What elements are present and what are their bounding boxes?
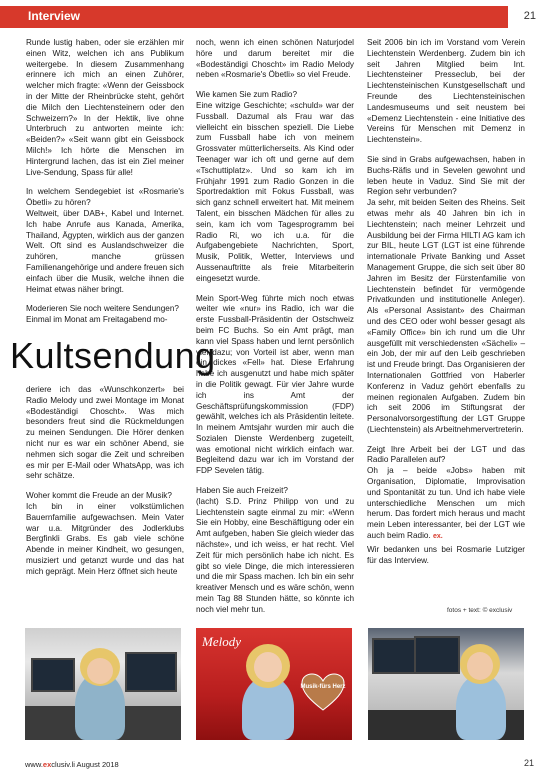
monitor-icon — [125, 652, 177, 692]
answer: Weltweit, über DAB+, Kabel und Internet. Ich habe Anrufe aus Kanada, Amerika, Thailand, Ägypten, wirklich aus der ganzen Welt. Oft sind es Auslandschweizer die zuhören, manche grüssen Familienangehörige und andere freuen sich einfach über die Musik, welche ihnen die Heimat etwas näher bringt. — [26, 208, 184, 294]
column-2 — [196, 38, 354, 625]
answer-text: Oh ja – beide «Jobs» haben mit Organisation, Diplomatie, Improvisation und Spontanität zu tun. Und ich habe viele unterschiedliche Menschen um mich herum. Das fordert mich heraus und macht mein Leben interessanter, bei der LGT wie auch beim Radio. — [367, 466, 525, 541]
photo-studio-left — [25, 628, 181, 740]
answer: Einmal im Monat am Freitagabend mo- — [26, 315, 168, 325]
footer-url-prefix: www. — [25, 760, 43, 769]
person-face — [467, 652, 493, 680]
question: Wie kamen Sie zum Radio? — [196, 90, 298, 100]
photo-strip — [25, 628, 525, 740]
answer: (lacht) S.D. Prinz Philipp von und zu Liechtenstein sagte einmal zu mir: «Wenn Sie ein Hobby, eine Beschäftigung oder ein Amt aufgeben, haben Sie gleich wieder das nächste», und ich weiss, er hat recht. Viel Zeit für mich persönlich habe ich nicht. Es gibt so viele Dinge, die mich interessieren und die mir Spass machen. Ich bin ein sehr kreativer Mensch und es wäre schön, wenn mein Tag 88 Stunden hätte, so könnte ich noch viel mehr tun. — [196, 496, 354, 614]
question: Zeigt Ihre Arbeit bei der LGT und das Radio Parallelen auf? — [367, 444, 525, 465]
monitor-icon — [414, 636, 460, 674]
end-mark: ex. — [433, 533, 443, 541]
page-header — [0, 0, 550, 30]
footer-url-rest: clusiv.li August 2018 — [51, 760, 119, 769]
heart-icon — [300, 672, 346, 712]
paragraph: Mein Sport-Weg führte mich noch etwas weiter wie «nur» ins Radio, ich war die erste Fussball-Präsidentin der Ostschweiz beim FC Buchs. So ein Amt prägt, man kann viel Spass haben und lernt persönlich viel dazu; von Vorteil ist aber, wenn man ein dickes «Fell» hat. Diese Erfahrung habe ich ausgenutzt und habe mich später in die Politik gewagt. Für vier Jahre wurde ich ins Amt der Geschäftsprüfungskommission (FDP) gewählt, welches ich als Präsidentin leitete. In meinem Amtsjahr wurden mir auch die Sozialen Dienste Werdenberg zugeteilt, was emotional nicht wirklich einfach war. Begleitend dazu war ich im Vorstand der FDP Sevelen tätig. — [196, 293, 354, 476]
pull-word: Kultsendung — [10, 335, 216, 376]
person-face — [87, 658, 113, 684]
paragraph: deriere ich das «Wunschkonzert» bei Radio Melody und zwei Montage im Monat «Bodeständigi Choscht». Was mich besonders freut sind die Rückmeldungen zu meinen Sendungen. Die Hörer denken nicht nur es war ein schöner Abend, sie nehmen sich sogar die Zeit und schreiben es mir per E-Mail oder WhatsApp, was ich sehr schätze. — [26, 385, 184, 481]
column-1-continued — [26, 385, 184, 587]
paragraph: Seit 2006 bin ich im Vorstand vom Verein Liechtenstein Werdenberg. Zudem bin ich seit Jahren Mitglied beim Int. Liechtensteiner Presseclub, bei der Liechtensteinischen Kunstgesellschaft und Freunde des Liechtensteinischen Landesmuseums und seit neustem bei «Demenz Liechtenstein - eine Initiative des Vereins für Menschen mit Demenz in Liechtenstein». — [367, 38, 525, 145]
heart-label: Musik-fürs Herz — [300, 684, 346, 690]
section-title: Interview — [28, 9, 81, 23]
person-face — [254, 652, 282, 682]
answer: Ja sehr, mit beiden Seiten des Rheins. Seit etwas mehr als 40 Jahren bin ich in Liechtenstein; nach meiner Lehrzeit und Ausbildung bei der Firma HILTI AG kam ich zur BIL, heute LGT (LGT ist eine führende internationale Private Banking und Asset Management Gruppe, die sich seit über 80 Jahren im Besitz der Fürstenfamilie von Liechtenstein befindet für vermögende Privatkunden und institutionelle Anleger). Als «Personal Assistant» des Chairman und des CEO oder wohl besser gesagt als «Family Office» bin ich rund um die Uhr ausgefüllt mit verschiedensten «Sächeli» – ein Job, der mir auf den Leib geschrieben ist und Freude bringt. Das Organisieren der Internationalen Gottfried von Haberler Konferenz in Vaduz gehört ebenfalls zu meinen regionalen Aufgaben. Zudem bin ich seit 2006 im Stiftungsrat der Personalvorsorgestiftung der LGT Gruppe (Liechtenstein) als Arbeitnehmervertreterin. — [367, 198, 525, 434]
paragraph: noch, wenn ich einen schönen Naturjodel höre und darum bereitet mir die «Bodeständigi Choscht» im Radio Melody neben «Rosmarie's Öbetli» so viel Freude. — [196, 38, 354, 80]
footer-page-number: 21 — [523, 758, 534, 768]
question: Woher kommt die Freude an der Musik? — [26, 491, 172, 501]
column-1 — [26, 38, 184, 335]
column-3 — [367, 38, 525, 575]
question: Moderieren Sie noch weitere Sendungen? — [26, 304, 179, 314]
monitor-icon — [372, 638, 416, 674]
answer — [367, 466, 525, 543]
question: In welchem Sendegebiet ist «Rosmarie's Öbetli» zu hören? — [26, 187, 184, 208]
page-number: 21 — [523, 10, 536, 22]
page-footer — [25, 760, 119, 769]
answer: Eine witzige Geschichte; «schuld» war der Fussball. Dazumal als Frau war das vielleicht ein bisschen speziell. Die Liebe zum Fussball habe ich von meinem Grossvater mütterlicherseits. Als Kind oder Teenager war ich oft und gerne auf dem «Tschuttiplatz». Und so kam ich im Frühjahr 1991 zum Radio Gonzen in die Sportredaktion mit Fokus Fussball, was sich ganz schnell erweitert hat. Mit meinem Talent, ein bisschen Mädchen für alles zu sein, kam ich vom Tagesprogramm bei Radio Ri, wo ich u.a. für die Aufgabengebiete Nachrichten, Sport, Musik, Politik, Wetter, Interviews und Aussenauftritte als freie Mitarbeiterin eingesetzt wurde. — [196, 100, 354, 283]
photo-studio-middle — [196, 628, 352, 740]
photo-studio-right — [368, 628, 524, 740]
photo-credit: fotos + text: © exclusiv — [447, 607, 513, 614]
question: Haben Sie auch Freizeit? — [196, 486, 288, 496]
monitor-icon — [31, 658, 75, 692]
question: Sie sind in Grabs aufgewachsen, haben in Buchs-Räfis und in Sevelen gewohnt und leben heute in Vaduz. Sind Sie mit der Region sehr verbunden? — [367, 154, 525, 197]
thanks-note: Wir bedanken uns bei Rosmarie Lutziger für das Interview. — [367, 544, 525, 565]
footer-brand: ex — [42, 760, 52, 769]
paragraph: Runde lustig haben, oder sie erzählen mir einen Witz, welchen ich ans Publikum weitergebe. In diesem Zusammenhang erinnere ich mich an einen Zuhörer, welcher mich fragte: «Wenn der Geissbock in der Mitte der Rheinbrücke steht, gehört die Milch den Liechtensteinern oder den Schweizern?» In der Hektik, live ohne Unterbruch zu antworten meinte ich: «Beiden?» «Seit wann gibt ein Geissbock Milch!» Ich hörte die Menschen im Hintergrund lachen, das ist ein Ziel meiner Live-Sendung, Spass für alle! — [26, 38, 184, 177]
radio-sign: Melody — [202, 634, 241, 649]
answer: Ich bin in einer volkstümlichen Bauernfamilie aufgewachsen. Mein Vater war u.a. Mitgründer des Jodlerklubs Bergfinkli Grabs. Es gab viele schöne Abende in meiner Kindheit, wo gesungen, musiziert und getanzt wurde und das hat mich geprägt. Mein Herz öffnet sich heute — [26, 501, 184, 576]
